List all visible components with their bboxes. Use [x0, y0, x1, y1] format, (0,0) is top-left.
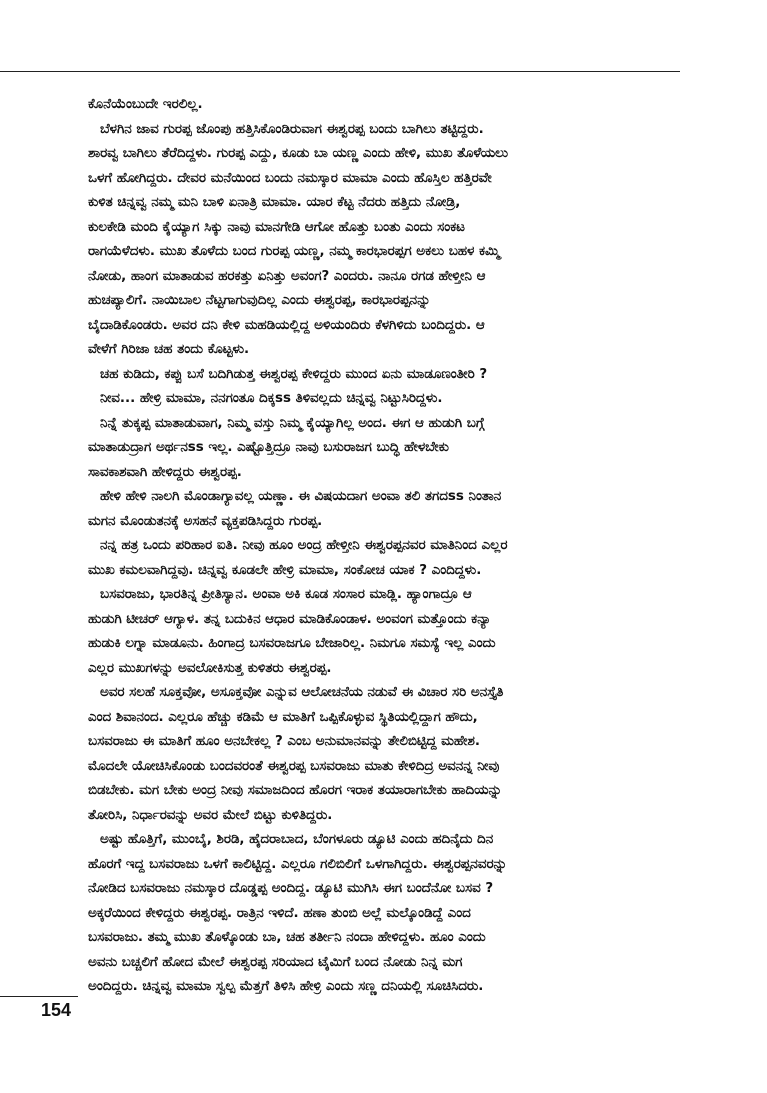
- text-line: ಕೊನೆಯೆಂಬುದೇ ಇರಲಿಲ್ಲ.: [88, 97, 203, 112]
- text-line: ಅಷ್ಟು ಹೊತ್ತಿಗೆ, ಮುಂಬೈ, ಶಿರಡಿ, ಹೈದರಾಬಾದ, ಬೆಂಗಳೂರು ಡ್ಯೂಟಿ ಎಂದು ಹದಿನೈದು ದಿನ: [100, 832, 494, 847]
- text-line: ಮಾತಾಡುದ್ರಾಗ ಅರ್ಥನss ಇಲ್ಲ. ಎಷ್ಟೊತ್ತಿದ್ರೂ ನಾವು ಬಸುರಾಜಗ ಬುದ್ಧಿ ಹೇಳಬೇಕು: [88, 440, 449, 455]
- text-line: ಅಕ್ಕರೆಯಿಂದ ಕೇಳಿದ್ದರು ಈಶ್ವರಪ್ಪ. ರಾತ್ರಿನ ಇಳಿದೆ. ಹಣಾ ತುಂಬಿ ಅಲ್ಲೆ ಮಲ್ಕೊಂಡಿದ್ದೆ ಎಂದ: [88, 905, 471, 921]
- text-line: ಬಿಡಬೇಕು. ಮಗ ಬೇಕು ಅಂದ್ರ ನೀವು ಸಮಾಜದಿಂದ ಹೊರಗ ಇರಾಕ ತಯಾರಾಗಬೇಕು ಹಾದಿಯನ್ನು: [88, 783, 502, 798]
- text-line: ತೋರಿಸಿ, ನಿರ್ಧಾರವನ್ನು ಅವರ ಮೇಲೆ ಬಿಟ್ಟು ಕುಳಿತಿದ್ದರು.: [88, 807, 333, 823]
- text-line: ನಿನ್ನೆ ತುಕ್ಕಪ್ಪ ಮಾತಾಡುವಾಗ, ನಿಮ್ಮ ವಸ್ತು ನಿಮ್ಮ ಕೈಯ್ಯಾಗಿಲ್ಲ ಅಂದ. ಈಗ ಆ ಹುಡುಗಿ ಬಗ್ಗೆ: [100, 415, 485, 431]
- body-text: [88, 93, 684, 1000]
- text-line: ಬಸವರಾಜು, ಭಾರತಿನ್ನ ಪ್ರೀತಿಸ್ಯಾನ. ಅಂವಾ ಅಕಿ ಕೂಡ ಸಂಸಾರ ಮಾಡ್ಲಿ. ಹ್ಯಾಂಗಾದ್ರೂ ಆ: [100, 587, 472, 602]
- text-line: ಹುಡುಗಿ ಟೀಚರ್ ಆಗ್ಯಾಳ. ತನ್ನ ಬದುಕಿನ ಆಧಾರ ಮಾಡಿಕೊಂಡಾಳ. ಅಂವಂಗ ಮತ್ತೊಂದು ಕನ್ಯಾ: [88, 611, 492, 627]
- text-line: ನೋಡು, ಹಾಂಗ ಮಾತಾಡುವ ಹರಕತ್ತು ಏನಿತ್ತು ಅವಂಗ? ಎಂದರು. ನಾನೂ ರಗಡ ಹೇಳ್ತೀನಿ ಆ: [88, 268, 486, 284]
- text-line: ವೇಳೆಗೆ ಗಿರಿಜಾ ಚಹ ತಂದು ಕೊಟ್ಟಳು.: [88, 342, 250, 357]
- text-line: ಬೆಳಗಿನ ಜಾವ ಗುರಪ್ಪ ಜೊಂಪು ಹತ್ತಿಸಿಕೊಂಡಿರುವಾಗ ಈಶ್ವರಪ್ಪ ಬಂದು ಬಾಗಿಲು ತಟ್ಟಿದ್ದರು.: [100, 121, 484, 137]
- text-line: ಸಾವಕಾಶವಾಗಿ ಹೇಳಿದ್ದರು ಈಶ್ವರಪ್ಪ.: [88, 464, 242, 480]
- header-rule: [0, 71, 680, 72]
- text-line: ನನ್ನ ಹತ್ರ ಒಂದು ಪರಿಹಾರ ಐತಿ. ನೀವು ಹೂಂ ಅಂದ್ರ ಹೇಳ್ತೀನಿ ಈಶ್ವರಪ್ಪನವರ ಮಾತಿನಿಂದ ಎಲ್ಲರ: [100, 538, 508, 553]
- text-line: ಚಹ ಕುಡಿದು, ಕಪ್ಪು ಬಸೆ ಬದಿಗಿಡುತ್ತ ಈಶ್ವರಪ್ಪ ಕೇಳಿದ್ದರು ಮುಂದ ಏನು ಮಾಡೂಣಂತೀರಿ ?: [100, 366, 488, 382]
- text-line: ಅಂದಿದ್ದರು. ಚಿನ್ನವ್ವ ಮಾಮಾ ಸ್ವಲ್ಪ ಮೆತ್ತಗೆ ತಿಳಿಸಿ ಹೇಳ್ರಿ ಎಂದು ಸಣ್ಣ ದನಿಯಲ್ಲಿ ಸೂಚಿಸಿದರು.: [88, 979, 484, 994]
- page-number: 154: [41, 1000, 72, 1020]
- text-line: ಹೊರಗೆ ಇದ್ದ ಬಸವರಾಜು ಒಳಗೆ ಕಾಲಿಟ್ಟಿದ್ದ. ಎಲ್ಲರೂ ಗಲಿಬಿಲಿಗೆ ಒಳಗಾಗಿದ್ದರು. ಈಶ್ವರಪ್ಪನವರನ್ನು: [88, 856, 508, 872]
- text-line: ಮುಖ ಕಮಲವಾಗಿದ್ದವು. ಚಿನ್ನವ್ವ ಕೂಡಲೇ ಹೇಳ್ರಿ ಮಾಮಾ, ಸಂಕೋಚ ಯಾಕ ? ಎಂದಿದ್ದಳು.: [88, 562, 482, 578]
- text-line: ಮಗನ ಮೊಂಡುತನಕ್ಕೆ ಅಸಹನೆ ವ್ಯಕ್ತಪಡಿಸಿದ್ದರು ಗುರಪ್ಪ.: [88, 513, 323, 529]
- text-line: ಬಸವರಾಜು. ತಮ್ಮ ಮುಖ ತೊಳ್ಕೊಂಡು ಬಾ, ಚಹ ತರ್ತೀನಿ ನಂದಾ ಹೇಳಿದ್ದಳು. ಹೂಂ ಎಂದು: [88, 930, 486, 945]
- text-line: ರಾಗಯೆಳೆದಳು. ಮುಖ ತೊಳೆದು ಬಂದ ಗುರಪ್ಪ ಯಣ್ಣ, ನಮ್ಮ ಕಾರಭಾರಪ್ಪಗ ಅಕಲು ಬಹಳ ಕಮ್ಮಿ: [88, 244, 500, 259]
- text-line: ಒಳಗೆ ಹೋಗಿದ್ದರು. ದೇವರ ಮನೆಯಿಂದ ಬಂದು ನಮಸ್ಕಾರ ಮಾಮಾ ಎಂದು ಹೊಸ್ತಿಲ ಹತ್ತಿರವೇ: [88, 170, 492, 186]
- text-line: ಬೈದಾಡಿಕೊಂಡರು. ಅವರ ದನಿ ಕೇಳಿ ಮಹಡಿಯಲ್ಲಿದ್ದ ಅಳಿಯಂದಿರು ಕೆಳಗಿಳಿದು ಬಂದಿದ್ದರು. ಆ: [88, 317, 485, 333]
- text-line: ನೀವ... ಹೇಳ್ರಿ ಮಾಮಾ, ನನಗಂತೂ ದಿಕ್ಕss ತಿಳಿವಲ್ಲದು ಚಿನ್ನವ್ವ ನಿಟ್ಟುಸಿರಿದ್ದಳು.: [100, 391, 443, 406]
- text-line: ಅವನು ಬಚ್ಚಲಿಗೆ ಹೋದ ಮೇಲೆ ಈಶ್ವರಪ್ಪ ಸರಿಯಾದ ಟೈಮಿಗೆ ಬಂದ ನೋಡು ನಿನ್ನ ಮಗ: [88, 954, 463, 970]
- text-line: ಹೇಳಿ ಹೇಳಿ ನಾಲಗಿ ಮೊಂಡಾಗ್ಯಾವಲ್ಲ ಯಣ್ಣಾ. ಈ ವಿಷಯದಾಗ ಅಂವಾ ತಲಿ ತಗದss ನಿಂತಾನ: [100, 489, 502, 504]
- text-line: ಕುಳಿತ ಚಿನ್ನವ್ವ ನಮ್ಮ ಮನಿ ಬಾಳಿ ಏನಾತ್ರಿ ಮಾಮಾ. ಯಾರ ಕೆಟ್ಟ ನೆದರು ಹತ್ತಿದು ನೋಡ್ರಿ,: [88, 195, 461, 210]
- text-line: ಎಲ್ಲರ ಮುಖಗಳನ್ನು ಅವಲೋಕಿಸುತ್ತ ಕುಳಿತರು ಈಶ್ವರಪ್ಪ.: [88, 660, 332, 676]
- text-line: ಎಂದ ಶಿವಾನಂದ. ಎಲ್ಲರೂ ಹೆಚ್ಚು ಕಡಿಮೆ ಆ ಮಾತಿಗೆ ಒಪ್ಪಿಕೊಳ್ಳುವ ಸ್ಥಿತಿಯಲ್ಲಿದ್ದಾಗ ಹೌದು,: [88, 709, 478, 725]
- text-line: ಹುಚಪ್ಯಾಲಿಗೆ. ನಾಯಿಬಾಲ ನೆಟ್ಟಗಾಗುವುದಿಲ್ಲ ಎಂದು ಈಶ್ವರಪ್ಪ, ಕಾರಭಾರಪ್ಪನನ್ನು: [88, 293, 431, 308]
- text-line: ನೋಡಿದ ಬಸವರಾಜು ನಮಸ್ಕಾರ ದೊಡ್ಡಪ್ಪ ಅಂದಿದ್ದ. ಡ್ಯೂಟಿ ಮುಗಿಸಿ ಈಗ ಬಂದೆನೋ ಬಸವ ?: [88, 881, 494, 896]
- text-line: ಹುಡುಕಿ ಲಗ್ನಾ ಮಾಡೂನು. ಹಿಂಗಾದ್ರ ಬಸವರಾಜಗೂ ಬೇಜಾರಿಲ್ಲ. ನಿಮಗೂ ಸಮಸ್ಯೆ ಇಲ್ಲ ಎಂದು: [88, 636, 496, 651]
- text-line: ಶಾರವ್ವ ಬಾಗಿಲು ತೆರೆದಿದ್ದಳು. ಗುರಪ್ಪ ಎದ್ದು, ಕೂಡು ಬಾ ಯಣ್ಣ ಎಂದು ಹೇಳಿ, ಮುಖ ತೊಳೆಯಲು: [88, 146, 508, 161]
- text-line: ಬಸವರಾಜು ಈ ಮಾತಿಗೆ ಹೂಂ ಅನಬೇಕಲ್ಲ ? ಎಂಬ ಅನುಮಾನವನ್ನು ತೇಲಿಬಿಟ್ಟಿದ್ದ ಮಹೇಶ.: [88, 734, 480, 749]
- text-line: ಮೊದಲೇ ಯೋಚಿಸಿಕೊಂಡು ಬಂದವರಂತೆ ಈಶ್ವರಪ್ಪ ಬಸವರಾಜು ಮಾತು ಕೇಳಿದಿದ್ರ ಅವನನ್ನ ನೀವು: [88, 758, 500, 774]
- text-line: ಅವರ ಸಲಹೆ ಸೂಕ್ತವೋ, ಅಸೂಕ್ತವೋ ಎನ್ನುವ ಆಲೋಚನೆಯ ನಡುವೆ ಈ ವಿಚಾರ ಸರಿ ಅನಸ್ತೈತಿ: [100, 685, 504, 700]
- text-line: ಕುಲಕೇಡಿ ಮಂದಿ ಕೈಯ್ಯಾಗ ಸಿಕ್ಕು ನಾವು ಮಾನಗೇಡಿ ಆಗೋ ಹೊತ್ತು ಬಂತು ಎಂದು ಸಂಕಟ: [88, 219, 465, 235]
- footer-rule: [0, 996, 78, 997]
